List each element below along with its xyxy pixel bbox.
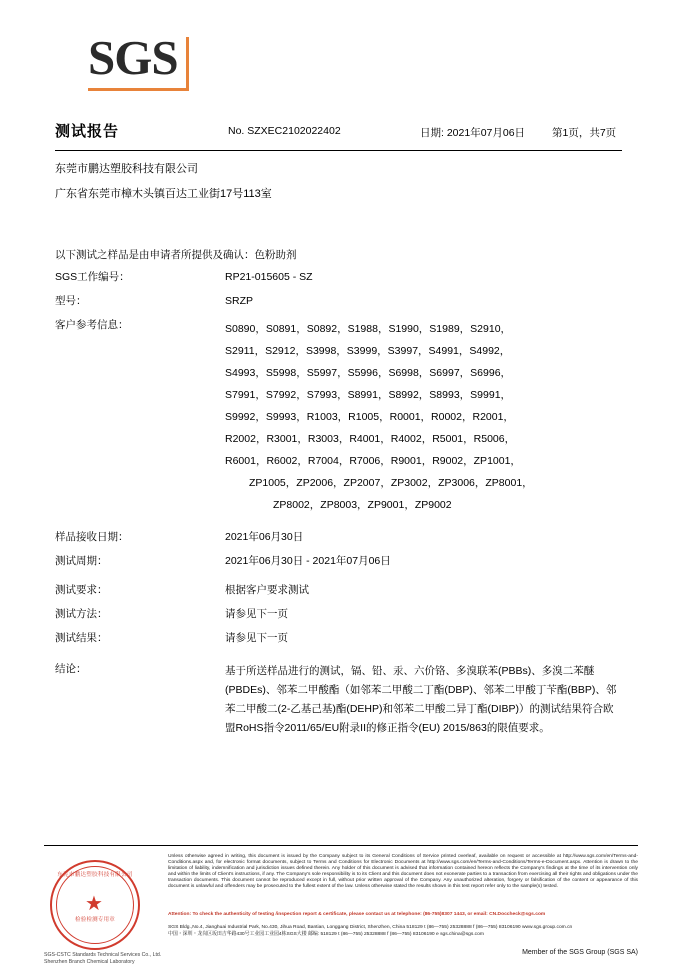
field-label: 结论： [55,663,87,675]
field-value: 请参见下一页 [225,632,288,644]
footer-address-cn: 中国・深圳・龙岗区坂田吉华路430号工业园工业园4栋SGS大楼 邮编: 518129 t (86—755) 25328888 f (86—755) 83106190 e sgs.china@sgs.com [168,931,484,937]
field-value: 根据客户要求测试 [225,584,309,596]
field-value: 2021年06月30日 [225,531,304,543]
footer-address [168,925,638,938]
client-reference-list [225,318,622,516]
page-number: 第1页，共7页 [552,127,617,139]
field-value: 基于所送样品进行的测试，镉、铅、汞、六价铬、多溴联苯(PBBs)、多溴二苯醚(PBDEs)、邻苯二甲酸酯（如邻苯二甲酸二丁酯(DBP)、邻苯二甲酸丁苄酯(BBP)、邻苯二甲酸二(2-乙基己基)酯(DEHP)和邻苯二甲酸二异丁酯(DIBP)）的测试结果符合欧盟RoHS指令2011/65/EU附录II的修正指令(EU) 2015/863的限值要求。 [225,665,617,734]
list-item: R2002，R3001，R3003，R4001，R4002，R5001，R5006， [225,433,516,445]
page-title: 测试报告 [55,123,120,140]
star-icon: ★ [85,893,103,915]
list-item: R6001，R6002，R7004，R7006，R9001，R9002，ZP1001， [225,455,521,467]
field-test-period [55,554,622,569]
logo-underline [88,88,189,91]
field-value: RP21-015605 - SZ [225,271,313,283]
field-label: 测试要求： [55,584,108,596]
footer-divider [44,845,638,846]
list-item: S4993，S5998，S5997，S5996，S6998，S6997，S6996， [225,367,512,379]
footer-member-note: Member of the SGS Group (SGS SA) [522,949,638,956]
list-item: ZP1005，ZP2006，ZP2007，ZP3002，ZP3006，ZP8001， [249,477,533,489]
field-label: SGS工作编号： [55,271,130,283]
stamp-subtitle-en: SGS-CSTC Standards Technical Services Co., Ltd. [44,952,162,958]
stamp-center-text: 检验检测专用章 [75,917,115,923]
stamp-subtitle-branch: Shenzhen Branch Chemical Laboratory [44,959,135,965]
company-stamp [44,858,162,965]
field-value: 请参见下一页 [225,608,288,620]
field-test-method [55,607,622,622]
list-item: S2911，S2912，S3998，S3999，S3997，S4991，S4992， [225,345,511,357]
sample-statement: 以下测试之样品是由申请者所提供及确认：色粉助剂 [55,249,297,261]
field-client-reference [55,318,622,516]
field-value: SRZP [225,295,254,307]
footer-terms: Unless otherwise agreed in writing, this document is issued by the Company subject to its General Conditions of Service printed overleaf, available on request or accessible at http://www.sgs.com/en/Terms-and-Conditions.aspx and, for electronic format documents, subject to Terms and Conditions for Electronic Documents at http://www.sgs.com/en/Terms-and-Conditions/Terms-e-Document.aspx. Attention is drawn to the limitation of liability, indemnification and jurisdiction issues defined therein. Any holder of this document is advised that information contained hereon reflects the Company's findings at the time of its intervention only and within the limits of Client's instructions, if any. The Company's sole responsibility is to its Client and this document does not exonerate parties to a transaction from exercising all their rights and obligations under the transaction documents. This document cannot be reproduced except in full, without prior written approval of the Company. Any unauthorized alteration, forgery or falsification of the content or appearance of this document is unlawful and offenders may be prosecuted to the fullest extent of the law. Unless otherwise stated the results shown in this test report refer only to the sample(s) tested. [168,854,638,889]
field-test-requirement [55,583,622,598]
stamp-top-text: 东莞市鹏达塑胶科技有限公司 [57,872,133,878]
logo-vertical-bar [186,37,189,91]
field-model [55,294,622,309]
field-label: 型号： [55,295,87,307]
field-job-no [55,270,622,285]
field-label: 测试周期： [55,555,108,567]
field-label: 客户参考信息： [55,319,129,331]
report-date: 日期: 2021年07月06日 [420,127,526,139]
report-number: No. SZXEC2102022402 [228,125,341,137]
header-divider [55,150,622,151]
field-label: 样品接收日期： [55,531,129,543]
field-label: 测试方法： [55,608,108,620]
field-label: 测试结果： [55,632,108,644]
list-item: S9992，S9993，R1003，R1005，R0001，R0002，R2001， [225,411,514,423]
footer-address-en: SGS Bldg.,No.4, Jianghuai Industrial Park, No.430, Jihua Road, Bantian, Longgang District, Shenzhen, China 518129 t (86—755) 25328888 f (86—755) 83106190 www.sgs.group.com.cn [168,925,573,930]
company-name: 东莞市鹏达塑胶科技有限公司 [55,163,198,175]
footer-attention: Attention: To check the authenticity of testing /inspection report & certificate, please contact us at telephone: (86-755)8307 1443, or email: CN.Doccheck@sgs.com [168,912,546,917]
page-footer [0,845,677,965]
company-address: 广东省东莞市樟木头镇百达工业街17号113室 [55,188,272,200]
field-test-result [55,631,622,646]
report-fields [55,270,622,747]
sgs-logo-text: SGS [88,30,178,85]
list-item: S7991，S7992，S7993，S8991，S8992，S8993，S9991， [225,389,512,401]
list-item: S0890，S0891，S0892，S1988，S1990，S1989，S2910， [225,323,512,335]
list-item: ZP8002，ZP8003，ZP9001，ZP9002 [273,499,452,511]
field-received-date [55,530,622,545]
field-value: 2021年06月30日 - 2021年07月06日 [225,555,391,567]
report-header [55,120,622,150]
field-conclusion [55,662,622,738]
sgs-logo [88,32,198,90]
